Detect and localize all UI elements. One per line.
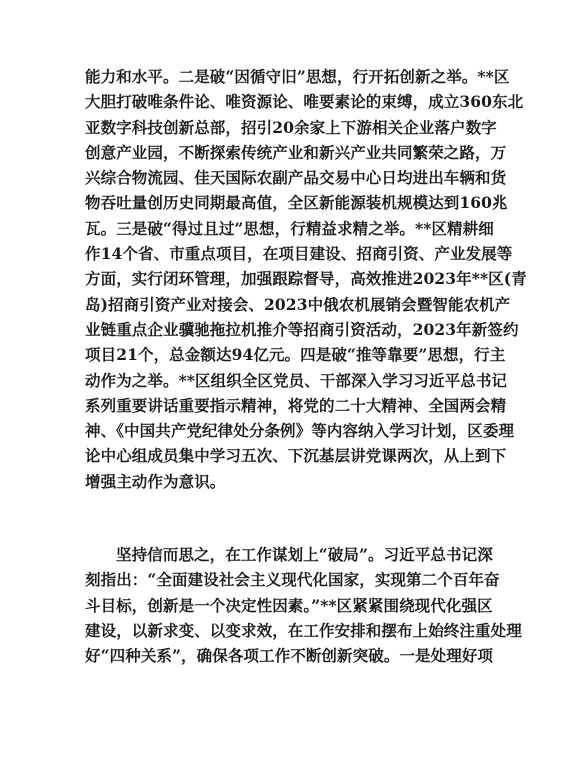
text-line: 好“四种关系”，确保各项工作不断创新突破。一是处理好项	[85, 646, 494, 666]
text-line: 物吞吐量创历史同期最高值，全区新能源装机规模达到160兆	[85, 193, 508, 213]
text-line: 增强主动作为意识。	[85, 471, 226, 491]
text-line: 能力和水平。二是破“因循守旧”思想，行开拓创新之举。**区	[85, 67, 510, 86]
text-line: 刻指出：“全面建设社会主义现代化国家，实现第二个百年奋	[85, 570, 500, 590]
text-line: 瓦。三是破“得过且过”思想，行精益求精之举。**区精耕细	[85, 218, 494, 238]
text-line: 业链重点企业骥驰拖拉机推介等招商引资活动，2023年新签约	[85, 319, 519, 339]
text-line: 建设，以新求变、以变求效，在工作安排和摆布上始终注重处理	[85, 620, 522, 640]
text-line: 创意产业园，不断探索传统产业和新兴产业共同繁荣之路，万	[85, 142, 507, 162]
text-line: 论中心组成员集中学习五次、下沉基层讲党课两次，从上到下	[85, 446, 507, 466]
text-line: 神、《中国共产党纪律处分条例》等内容纳入学习计划，区委理	[85, 421, 515, 441]
text-line: 大胆打破唯条件论、唯资源论、唯要素论的束缚，成立360东北	[85, 92, 524, 112]
text-line: 项目21个，总金额达94亿元。四是破“推等靠要”思想，行主	[85, 345, 506, 365]
text-line: 斗目标，创新是一个决定性因素。”**区紧紧围绕现代化强区	[85, 595, 493, 615]
text-line: 系列重要讲话重要指示精神，将党的二十大精神、全国两会精	[85, 395, 507, 415]
text-line: 亚数字科技创新总部，招引20余家上下游相关企业落户数字	[85, 117, 497, 137]
text-line: 方面，实行闭环管理，加强跟踪督导，高效推进2023年**区(青	[85, 269, 527, 289]
text-line: 作14个省、市重点项目，在项目建设、招商引资、产业发展等	[85, 244, 513, 264]
paragraph-2	[85, 542, 522, 668]
text-line: 坚持信而思之，在工作谋划上“破局”。习近平总书记深	[116, 545, 493, 564]
paragraph-1	[85, 64, 527, 494]
text-line: 动作为之举。**区组织全区党员、干部深入学习习近平总书记	[85, 370, 508, 390]
text-line: 岛)招商引资产业对接会、2023中俄农机展销会暨智能农机产	[85, 294, 511, 314]
text-line: 兴综合物流园、佳天国际农副产品交易中心日均进出车辆和货	[85, 168, 507, 188]
